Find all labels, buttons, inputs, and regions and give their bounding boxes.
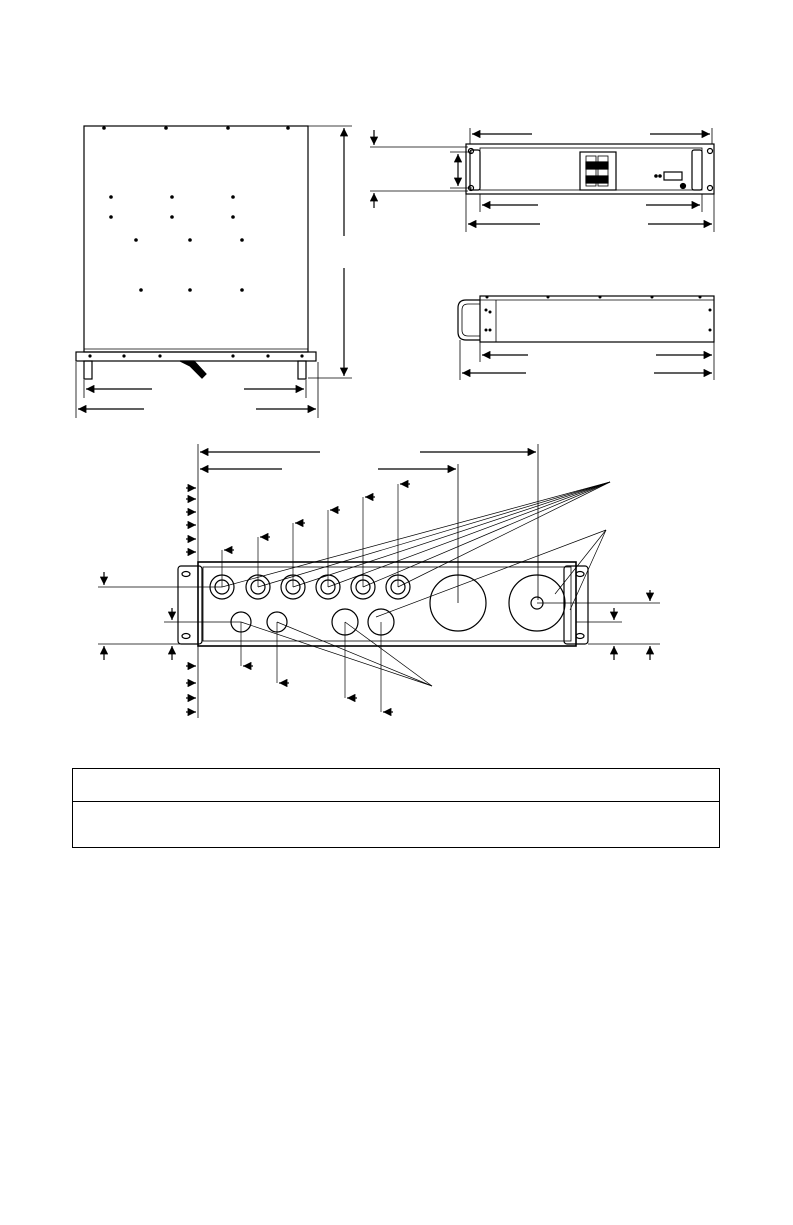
dimension-table — [72, 768, 720, 848]
front-handle-right — [692, 150, 702, 190]
side-view — [458, 296, 714, 381]
top-screw-holes — [102, 126, 290, 292]
network-port-icon — [664, 172, 682, 180]
knockouts-top-row — [210, 575, 410, 599]
knockouts-bottom-row — [231, 609, 394, 635]
rear-knockout-panel — [98, 444, 660, 718]
top-view-handle-right — [298, 361, 306, 379]
front-view — [370, 128, 714, 232]
top-view-flange — [76, 352, 316, 361]
top-view-chassis — [84, 126, 308, 352]
top-view — [76, 126, 352, 418]
dimension-table-body — [73, 802, 719, 847]
side-view-body — [480, 296, 714, 342]
dimension-table-header — [73, 769, 719, 802]
top-view-handle-left — [84, 361, 92, 379]
front-handle-left — [470, 150, 480, 190]
side-handle — [458, 300, 480, 340]
breaker-lever-icon — [180, 361, 206, 378]
